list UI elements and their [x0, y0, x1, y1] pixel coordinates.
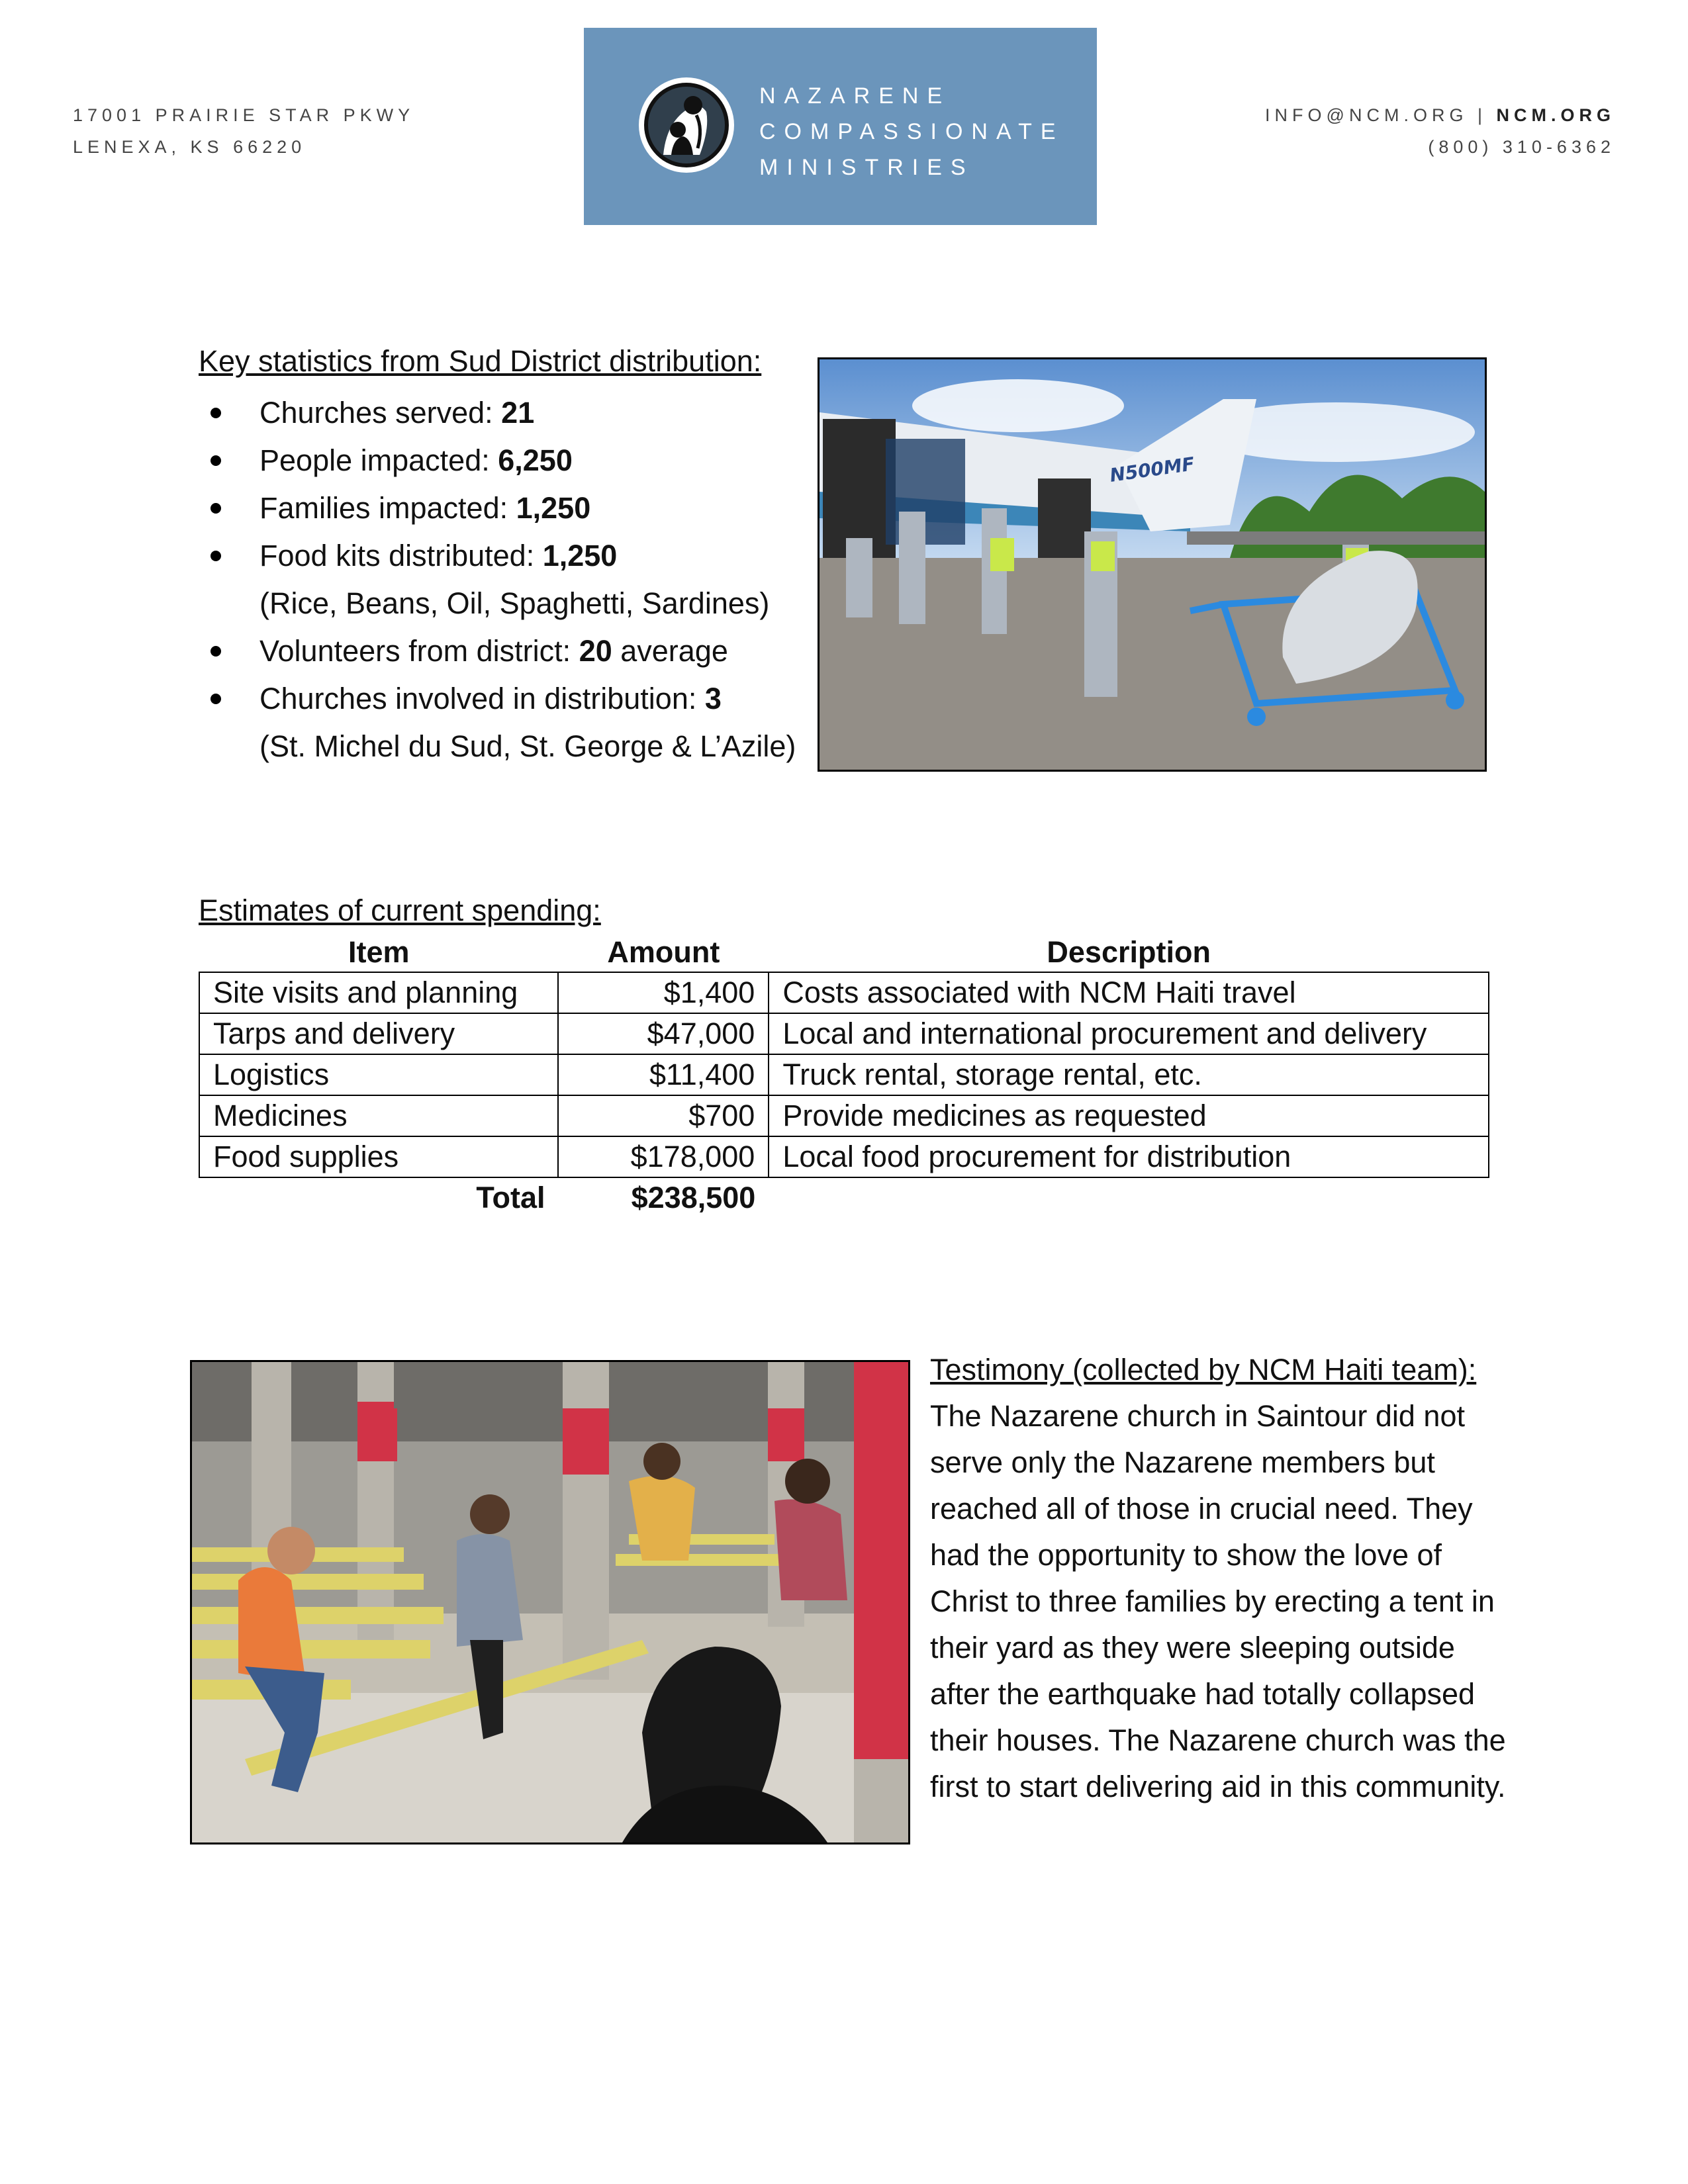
table-row: [199, 1013, 1489, 1054]
list-item: Families impacted: 1,250: [199, 484, 834, 532]
church-meeting-photo: [190, 1360, 910, 1844]
bullet-icon: [211, 646, 221, 657]
header-contact: [1265, 99, 1615, 163]
ncm-logo: [584, 28, 1097, 225]
testimony-section: [930, 1347, 1513, 1810]
table-row: [199, 1054, 1489, 1095]
item-cell: Site visits and planning: [199, 972, 558, 1013]
logo-wordmark: [759, 78, 1064, 185]
plane-registration: N500MF: [1108, 453, 1196, 486]
description-cell: Truck rental, storage rental, etc.: [769, 1054, 1489, 1095]
list-item: Churches involved in distribution: 3 (St. Michel du Sud, St. George & L’Azile): [199, 675, 834, 770]
table-header-row: [199, 933, 1489, 972]
list-item: Churches served: 21: [199, 389, 834, 437]
address-line-2: LENEXA, KS 66220: [73, 137, 306, 157]
bullet-icon: [211, 408, 221, 418]
airplane-unloading-photo: [818, 357, 1487, 772]
column-header-item: Item: [348, 935, 410, 969]
item-cell: Food supplies: [199, 1136, 558, 1177]
stats-title: Key statistics from Sud District distribution:: [199, 344, 762, 378]
contact-separator: |: [1477, 105, 1487, 125]
column-header-description: Description: [1047, 935, 1211, 969]
ncm-emblem-icon: [637, 75, 736, 175]
amount-cell: $47,000: [558, 1013, 769, 1054]
contact-line-1: [1265, 99, 1615, 131]
spending-table: [199, 933, 1489, 1218]
phone-number: (800) 310-6362: [1428, 137, 1615, 157]
table-row: [199, 1095, 1489, 1136]
item-cell: Logistics: [199, 1054, 558, 1095]
testimony-title: Testimony (collected by NCM Haiti team):: [930, 1353, 1477, 1387]
description-cell: Provide medicines as requested: [769, 1095, 1489, 1136]
testimony-body: The Nazarene church in Saintour did not serve only the Nazarene members but reached all of those in crucial need. They had the opportunity to show the love of Christ to three families by erecting a tent in their yard as they were sleeping outside after the earthquake had totally collapsed their houses. The Nazarene church was the first to start delivering aid in this community.: [930, 1399, 1506, 1803]
table-row: [199, 972, 1489, 1013]
total-amount: $238,500: [631, 1181, 756, 1214]
list-item: Food kits distributed: 1,250 (Rice, Beans, Oil, Spaghetti, Sardines): [199, 532, 834, 627]
description-cell: Local food procurement for distribution: [769, 1136, 1489, 1177]
address-line-1: 17001 PRAIRIE STAR PKWY: [73, 105, 415, 125]
website-link[interactable]: NCM.ORG: [1496, 105, 1615, 125]
bullet-icon: [211, 551, 221, 561]
bullet-icon: [211, 455, 221, 466]
total-label: Total: [476, 1181, 545, 1214]
table-row: [199, 1136, 1489, 1177]
logo-line-1: NAZARENE: [759, 83, 951, 109]
list-item-note: (St. Michel du Sud, St. George & L’Azile): [259, 729, 796, 763]
header-address: [73, 99, 414, 163]
item-cell: Medicines: [199, 1095, 558, 1136]
list-item: Volunteers from district: 20 average: [199, 627, 834, 675]
item-cell: Tarps and delivery: [199, 1013, 558, 1054]
list-item: People impacted: 6,250: [199, 437, 834, 484]
amount-cell: $178,000: [558, 1136, 769, 1177]
spending-title: Estimates of current spending:: [199, 893, 601, 927]
bullet-icon: [211, 503, 221, 514]
total-row: [199, 1177, 1489, 1218]
list-item-note: (Rice, Beans, Oil, Spaghetti, Sardines): [259, 586, 770, 620]
bullet-icon: [211, 694, 221, 704]
amount-cell: $11,400: [558, 1054, 769, 1095]
description-cell: Local and international procurement and delivery: [769, 1013, 1489, 1054]
column-header-amount: Amount: [607, 935, 720, 969]
email-link[interactable]: INFO@NCM.ORG: [1265, 105, 1468, 125]
stats-list: [199, 389, 834, 770]
logo-line-3: MINISTRIES: [759, 155, 974, 180]
amount-cell: $700: [558, 1095, 769, 1136]
logo-line-2: COMPASSIONATE: [759, 119, 1064, 144]
description-cell: Costs associated with NCM Haiti travel: [769, 972, 1489, 1013]
amount-cell: $1,400: [558, 972, 769, 1013]
